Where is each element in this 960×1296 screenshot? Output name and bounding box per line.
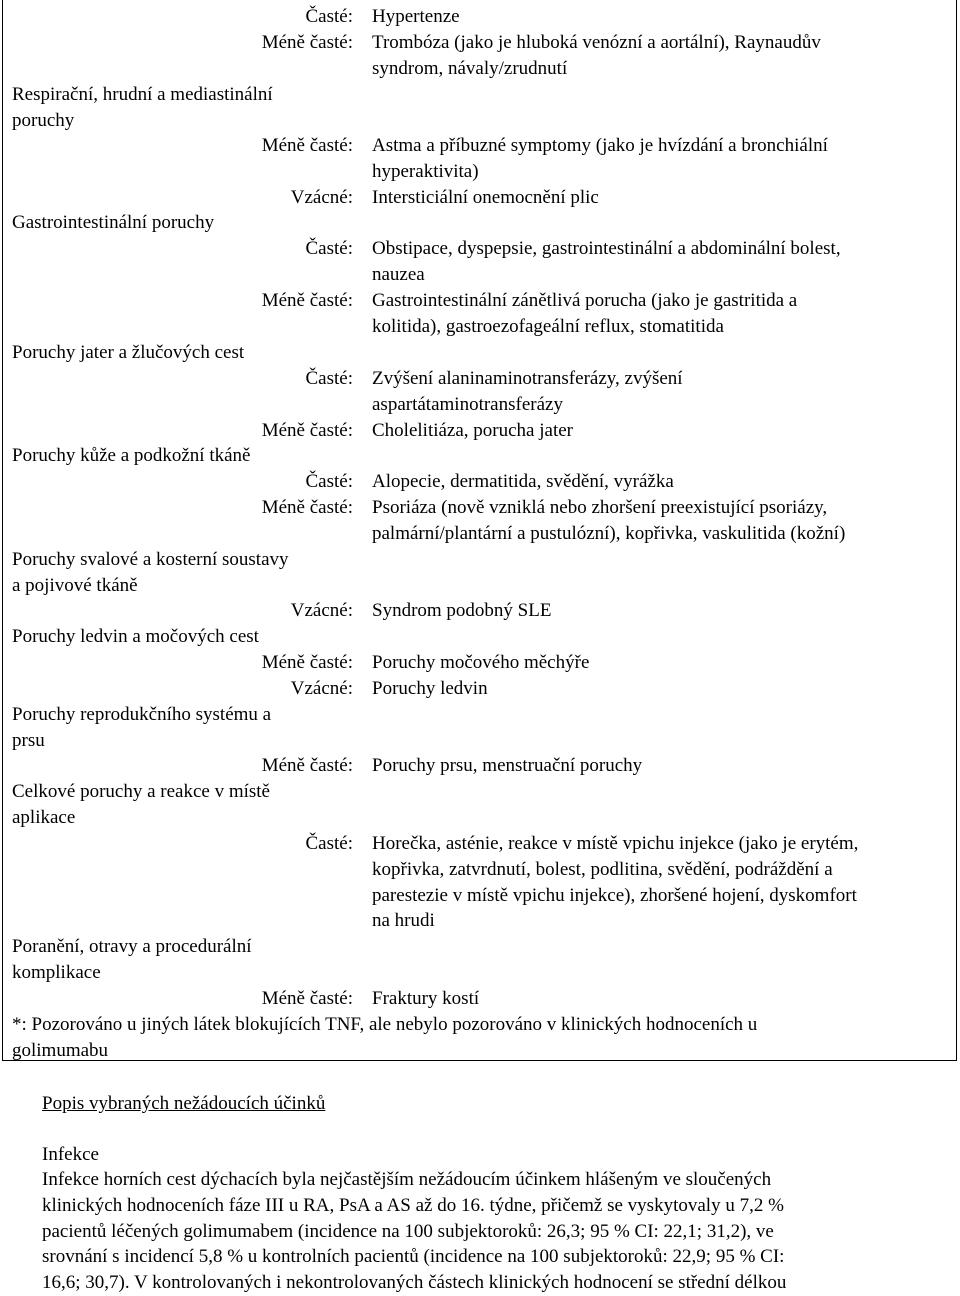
paragraph-line: srovnání s incidencí 5,8 % u kontrolních pacientů (incidence na 100 subjektoroků: 22,9; 95 % CI: <box>42 1246 785 1268</box>
reaction-description: kolitida), gastroezofageální reflux, stomatitida <box>372 315 724 337</box>
reaction-description: Poruchy močového měchýře <box>372 652 590 673</box>
category-label: Gastrointestinální poruchy <box>12 212 215 233</box>
reaction-description: Hypertenze <box>372 6 460 27</box>
category-label: poruchy <box>12 109 75 131</box>
reaction-description: Trombóza (jako je hluboká venózní a aortální), Raynaudův <box>372 32 821 53</box>
category-label: Poruchy kůže a podkožní tkáně <box>12 445 251 466</box>
frequency-label: Časté: <box>305 833 353 854</box>
reaction-description: Syndrom podobný SLE <box>372 600 552 621</box>
category-label: Poruchy svalové a kosterní soustavy <box>12 549 289 570</box>
reaction-description: nauzea <box>372 263 425 285</box>
frequency-label: Méně časté: <box>261 32 353 53</box>
category-label: Poruchy jater a žlučových cest <box>12 342 245 363</box>
reaction-description: aspartátaminotransferázy <box>372 393 563 415</box>
reaction-description: Gastrointestinální zánětlivá porucha (jako je gastritida a <box>372 290 798 311</box>
paragraph-line: klinických hodnoceních fáze III u RA, PsA a AS až do 16. týdne, přičemž se vyskytovaly u 7,2 % <box>42 1194 784 1216</box>
paragraph-line: 16,6; 30,7). V kontrolovaných i nekontrolovaných částech klinických hodnocení se střední délkou <box>42 1272 787 1294</box>
reaction-description: Obstipace, dyspepsie, gastrointestinální a abdominální bolest, <box>372 238 841 259</box>
reaction-description: na hrudi <box>372 910 435 932</box>
frequency-label: Méně časté: <box>261 420 353 441</box>
reaction-description: syndrom, návaly/zrudnutí <box>372 57 568 79</box>
reaction-description: Alopecie, dermatitida, svědění, vyrážka <box>372 471 674 492</box>
category-label: Celkové poruchy a reakce v místě <box>12 781 270 802</box>
category-label: komplikace <box>12 961 101 983</box>
frequency-label: Časté: <box>305 238 353 259</box>
reaction-description: Poruchy prsu, menstruační poruchy <box>372 755 643 776</box>
frequency-label: Vzácné: <box>290 678 353 699</box>
frequency-label: Časté: <box>305 368 353 389</box>
reaction-description: Astma a příbuzné symptomy (jako je hvízdání a bronchiální <box>372 135 828 156</box>
paragraph-line: pacientů léčených golimumabem (incidence na 100 subjektoroků: 26,3; 95 % CI: 22,1; 31,2), ve <box>42 1220 774 1242</box>
paragraph-line: Infekce horních cest dýchacích byla nejčastějším nežádoucím účinkem hlášeným ve sloučených <box>42 1169 772 1190</box>
reaction-description: Zvýšení alaninaminotransferázy, zvýšení <box>372 368 683 389</box>
category-label: prsu <box>12 729 45 751</box>
subheading-infekce: Infekce <box>42 1144 99 1165</box>
category-label: aplikace <box>12 806 76 828</box>
category-label: Poruchy reprodukčního systému a <box>12 704 272 725</box>
frequency-label: Méně časté: <box>261 988 353 1009</box>
frequency-label: Méně časté: <box>261 497 353 518</box>
category-label: Poruchy ledvin a močových cest <box>12 626 259 647</box>
frequency-label: Méně časté: <box>261 652 353 673</box>
table-footnote: *: Pozorováno u jiných látek blokujících TNF, ale nebylo pozorováno v klinických hodnoceních u <box>12 1014 758 1035</box>
reaction-description: palmární/plantární a pustulózní), kopřivka, vaskulitida (kožní) <box>372 522 846 544</box>
frequency-label: Méně časté: <box>261 755 353 776</box>
table-footnote: golimumabu <box>12 1039 109 1061</box>
reaction-description: Intersticiální onemocnění plic <box>372 187 599 208</box>
reaction-description: Cholelitiáza, porucha jater <box>372 420 573 441</box>
reaction-description: hyperaktivita) <box>372 160 479 182</box>
reaction-description: kopřivka, zatvrdnutí, bolest, podlitina, svědění, podráždění a <box>372 858 833 880</box>
reaction-description: Horečka, asténie, reakce v místě vpichu injekce (jako je erytém, <box>372 833 859 854</box>
frequency-label: Časté: <box>305 6 353 27</box>
frequency-label: Vzácné: <box>290 187 353 208</box>
reaction-description: Poruchy ledvin <box>372 678 488 699</box>
reaction-description: Psoriáza (nově vzniklá nebo zhoršení preexistující psoriázy, <box>372 497 828 518</box>
reaction-description: Fraktury kostí <box>372 988 480 1009</box>
category-label: Poranění, otravy a procedurální <box>12 936 252 957</box>
frequency-label: Méně časté: <box>261 290 353 311</box>
section-heading: Popis vybraných nežádoucích účinků <box>42 1093 326 1114</box>
reaction-description: parestezie v místě vpichu injekce), zhoršené hojení, dyskomfort <box>372 884 857 906</box>
frequency-label: Vzácné: <box>290 600 353 621</box>
category-label: a pojivové tkáně <box>12 574 138 596</box>
category-label: Respirační, hrudní a mediastinální <box>12 84 273 105</box>
frequency-label: Časté: <box>305 471 353 492</box>
frequency-label: Méně časté: <box>261 135 353 156</box>
